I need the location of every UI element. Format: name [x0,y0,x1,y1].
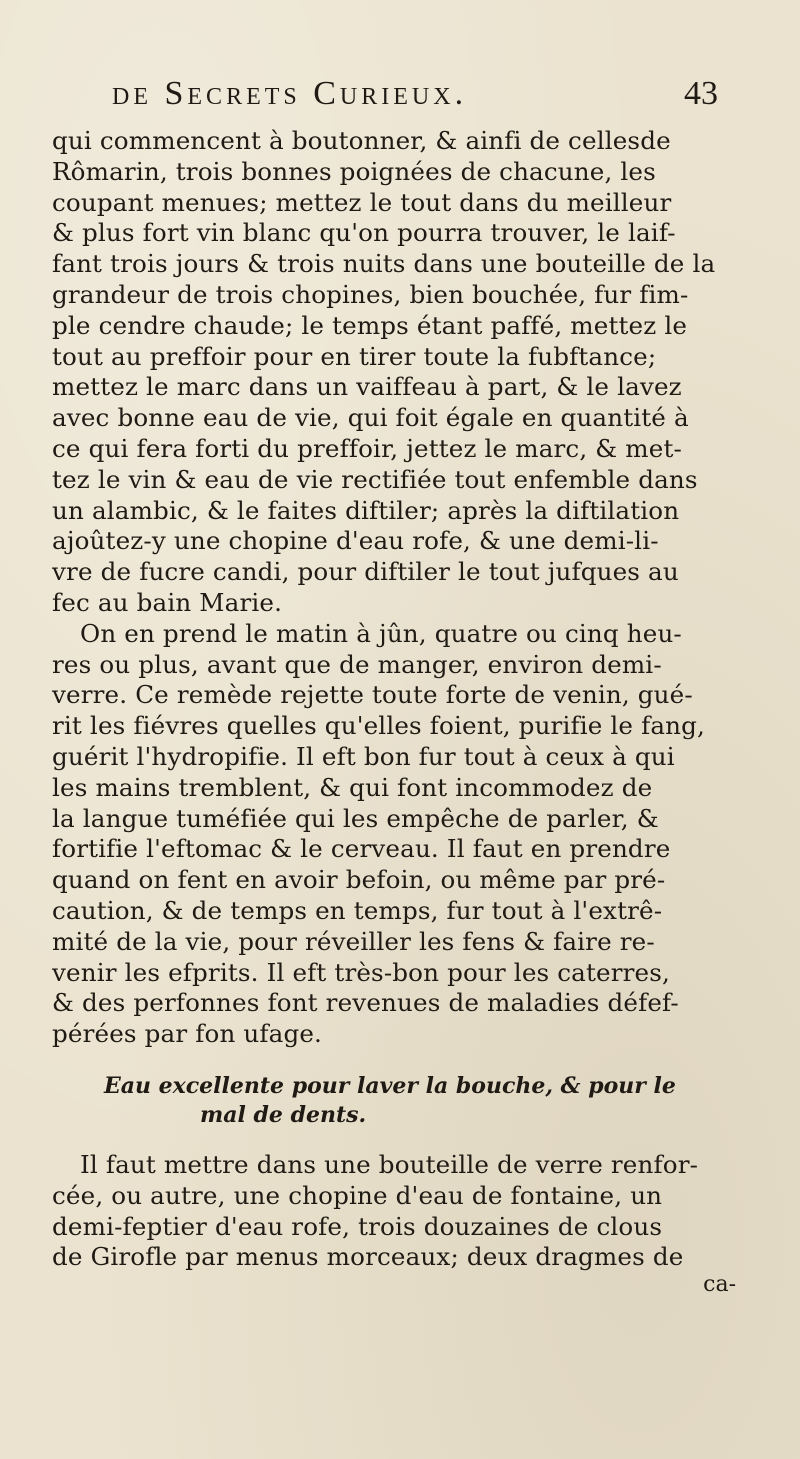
text-line: Il faut mettre dans une bouteille de verre renfor- [80,1149,699,1179]
page-header [112,72,718,116]
running-head: de Secrets Curieux. [112,75,468,112]
text-line: fortifie l'eftomac & le cerveau. Il faut en prendre [52,834,671,864]
text-line: & des perfonnes font revenues de maladies défef- [52,988,679,1018]
paragraph-3 [52,1150,742,1273]
paragraph-2 [52,619,742,1050]
heading-line: Eau excellente pour laver la bouche, & pour le [104,1072,676,1099]
text-line: verre. Ce remède rejette toute forte de venin, gué- [52,680,693,710]
catchword: ca- [703,1272,736,1298]
text-line: coupant menues; mettez le tout dans du meilleur [52,187,672,217]
text-line: cée, ou autre, une chopine d'eau de fontaine, un [52,1180,663,1210]
text-line: pérées par fon ufage. [52,1019,323,1049]
text-line: grandeur de trois chopines, bien bouchée, fur fim- [52,279,689,309]
paragraph-1 [52,126,742,619]
text-line: tez le vin & eau de vie rectifiée tout enfemble dans [52,464,698,494]
text-line: ce qui fera forti du preffoir, jettez le marc, & met- [52,433,682,463]
text-line: qui commencent à boutonner, & ainfi de cellesde [52,126,671,155]
text-line: de Girofle par menus morceaux; deux dragmes de [52,1242,684,1272]
text-line: un alambic, & le faites diftiler; après la diftilation [52,495,680,525]
text-line: ple cendre chaude; le temps étant paffé, mettez le [52,310,688,340]
spacer [52,1050,742,1072]
text-line: mité de la vie, pour réveiller les fens & faire re- [52,926,655,956]
page-number: 43 [684,75,718,112]
text-line: rit les fiévres quelles qu'elles foient, purifie le fang, [52,711,706,741]
text-line: ajoûtez-y une chopine d'eau rofe, & une demi-li- [52,526,659,556]
text-line: mettez le marc dans un vaiffeau à part, & le lavez [52,372,682,402]
heading-line: mal de dents. [200,1101,367,1128]
section-heading [52,1072,742,1130]
text-line: caution, & de temps en temps, fur tout à l'extrê- [52,895,663,925]
text-line: vre de fucre candi, pour diftiler le tout jufques au [52,557,679,587]
text-line: res ou plus, avant que de manger, environ demi- [52,649,662,679]
text-line: quand on fent en avoir befoin, ou même par pré- [52,865,666,895]
text-line: venir les efprits. Il eft très-bon pour les caterres, [52,957,670,987]
text-line: & plus fort vin blanc qu'on pourra trouver, le laif- [52,218,676,248]
body-text [52,126,742,1297]
text-line: demi-feptier d'eau rofe, trois douzaines de clous [52,1211,663,1241]
text-line: fec au bain Marie. [52,587,283,617]
text-line: tout au preffoir pour en tirer toute la fubftance; [52,341,657,371]
text-line: la langue tuméfiée qui les empêche de parler, & [52,803,659,833]
spacer [52,1130,742,1150]
text-line: On en prend le matin à jûn, quatre ou cinq heu- [80,618,682,648]
text-line: fant trois jours & trois nuits dans une bouteille de la [52,249,716,279]
text-line: guérit l'hydropifie. Il eft bon fur tout à ceux à qui [52,741,675,771]
text-line: avec bonne eau de vie, qui foit égale en quantité à [52,403,689,433]
text-line: Rômarin, trois bonnes poignées de chacune, les [52,156,656,186]
text-line: les mains tremblent, & qui font incommodez de [52,772,653,802]
